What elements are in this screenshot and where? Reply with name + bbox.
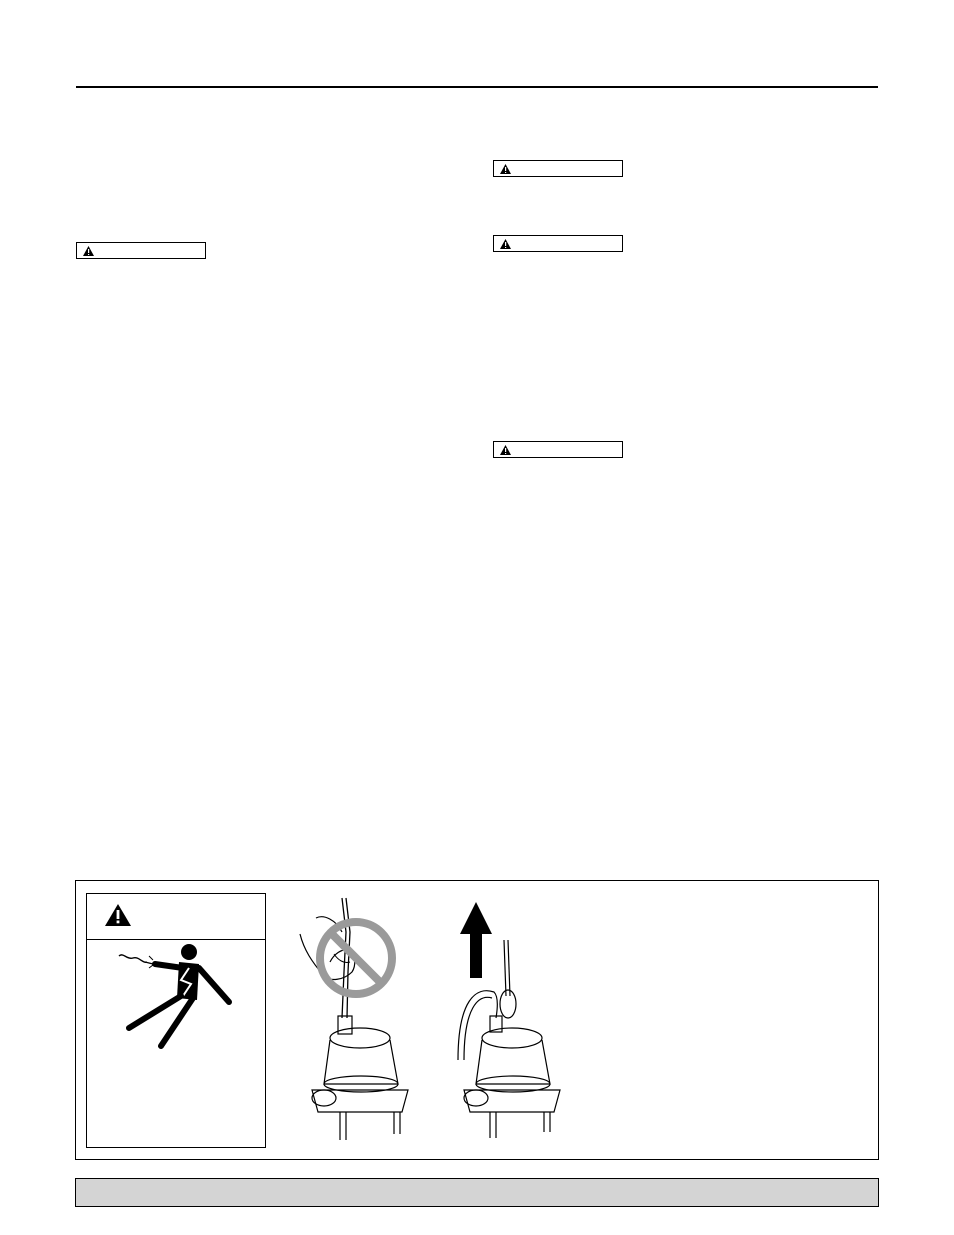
warning-triangle-icon [105, 904, 131, 926]
hazard-header [87, 894, 265, 940]
header-rule [76, 86, 878, 88]
pump-lift-by-handle [446, 900, 586, 1144]
up-arrow-icon [460, 902, 492, 978]
warning-label-right-3 [493, 441, 623, 458]
no-symbol-icon [320, 922, 392, 994]
warning-triangle-icon [500, 239, 511, 249]
pump-lift-by-cord-prohibited [290, 892, 410, 1144]
warning-label-right-1 [493, 160, 623, 177]
hazard-panel [86, 893, 266, 1148]
warning-label-right-2 [493, 235, 623, 252]
footer-bar [75, 1178, 879, 1207]
electrical-shock-icon [87, 940, 265, 1147]
warning-triangle-icon [83, 246, 94, 256]
warning-triangle-icon [500, 445, 511, 455]
warning-label-left-1 [76, 242, 206, 259]
hazard-body [87, 940, 265, 1147]
warning-triangle-icon [500, 164, 511, 174]
